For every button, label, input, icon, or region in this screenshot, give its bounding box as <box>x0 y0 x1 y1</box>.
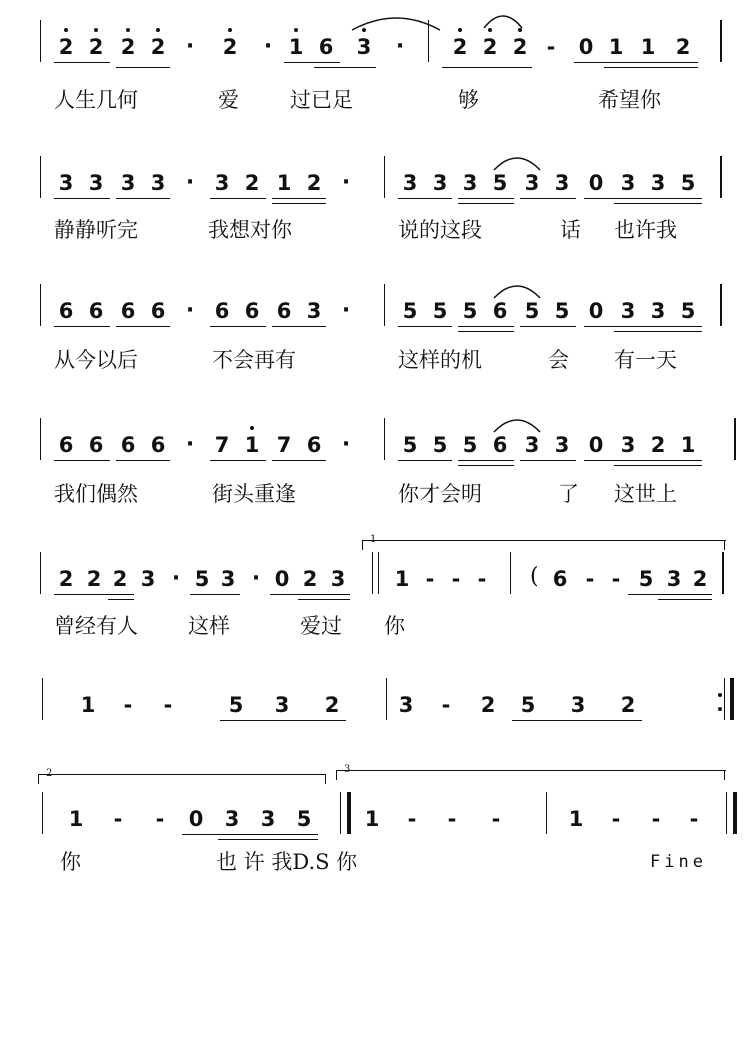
note: 2 <box>58 567 74 591</box>
volta-bracket-tick <box>336 770 337 780</box>
underline-beam <box>512 720 642 721</box>
note: 5 <box>638 567 654 591</box>
lyric-text: 这世上 <box>614 482 677 506</box>
underline-beam <box>54 460 110 461</box>
dotted-note-mark: · <box>251 566 261 591</box>
volta-bracket <box>336 770 726 771</box>
high-octave-dot <box>94 28 98 32</box>
note: 6 <box>244 299 260 323</box>
underline-beam <box>272 198 326 199</box>
note: 3 <box>140 567 156 591</box>
underline-beam <box>398 326 452 327</box>
note: 5 <box>680 171 696 195</box>
underline-beam <box>604 67 698 68</box>
volta-bracket-tick <box>724 770 725 780</box>
note: 6 <box>120 299 136 323</box>
note: 3 <box>214 171 230 195</box>
note: 5 <box>402 299 418 323</box>
bar-line <box>730 678 734 720</box>
high-octave-dot <box>156 28 160 32</box>
note: 3 <box>650 299 666 323</box>
note: 2 <box>302 567 318 591</box>
note: 2 <box>86 567 102 591</box>
high-octave-dot <box>228 28 232 32</box>
high-octave-dot <box>458 28 462 32</box>
bar-line <box>510 552 511 594</box>
bar-line <box>733 792 737 834</box>
bar-line <box>40 284 41 326</box>
note: 1 <box>244 433 260 457</box>
note: 1 <box>568 807 584 831</box>
underline-beam <box>458 331 514 332</box>
note: 3 <box>224 807 240 831</box>
underline-beam <box>584 198 702 199</box>
underline-beam <box>458 460 514 461</box>
dotted-note-mark: · <box>185 298 195 323</box>
note: 2 <box>482 35 498 59</box>
note: 3 <box>330 567 346 591</box>
lyric-text: 会 <box>548 348 569 372</box>
bar-line <box>42 792 43 834</box>
note: 0 <box>188 807 204 831</box>
underline-beam <box>272 460 326 461</box>
note: 3 <box>524 171 540 195</box>
underline-beam <box>584 460 702 461</box>
note: 6 <box>492 433 508 457</box>
underline-beam <box>182 834 318 835</box>
note: 1 <box>276 171 292 195</box>
note: 6 <box>552 567 568 591</box>
note: 3 <box>88 171 104 195</box>
note: 6 <box>276 299 292 323</box>
lyric-text: 你 <box>384 614 405 638</box>
lyric-text: 希望你 <box>598 88 661 112</box>
dotted-note-mark: · <box>341 170 351 195</box>
note: 0 <box>588 433 604 457</box>
lyric-text: 这样的机 <box>398 348 482 372</box>
underline-beam <box>584 326 702 327</box>
underline-beam <box>458 465 514 466</box>
note: 1 <box>608 35 624 59</box>
dotted-note-mark: · <box>185 432 195 457</box>
volta-bracket-tick <box>325 774 326 784</box>
bar-line <box>40 552 41 594</box>
bar-line <box>722 552 724 594</box>
fine-marking: Fine <box>650 852 707 872</box>
lyric-text: 你 <box>60 850 81 874</box>
note: 3 <box>666 567 682 591</box>
lyric-text: 过已足 <box>290 88 353 112</box>
lyric-text: 不会再有 <box>212 348 296 372</box>
dash-extension: - <box>451 567 461 591</box>
note: 3 <box>462 171 478 195</box>
note: 2 <box>306 171 322 195</box>
volta-bracket <box>362 540 726 541</box>
note: 5 <box>228 693 244 717</box>
lyric-text: 静静听完 <box>54 218 138 242</box>
volta-bracket-tick <box>724 540 725 550</box>
underline-beam <box>220 720 346 721</box>
note: 3 <box>620 299 636 323</box>
dash-extension: - <box>491 807 501 831</box>
underline-beam <box>398 460 452 461</box>
note: 5 <box>524 299 540 323</box>
lyric-text: 够 <box>458 88 479 112</box>
underline-beam <box>210 198 266 199</box>
lyric-text: 也许我 <box>614 218 677 242</box>
underline-beam <box>442 67 532 68</box>
note: 5 <box>194 567 210 591</box>
lyric-text: 这样 <box>188 614 230 638</box>
note: 3 <box>432 171 448 195</box>
volta-number: 1 <box>370 534 377 545</box>
dotted-note-mark: · <box>341 432 351 457</box>
dotted-note-mark: · <box>395 34 405 59</box>
note: 2 <box>120 35 136 59</box>
note: 3 <box>570 693 586 717</box>
lyric-text: 也 许 我D.S 你 <box>216 850 358 874</box>
dash-extension: - <box>689 807 699 831</box>
underline-beam <box>54 326 110 327</box>
dotted-note-mark: · <box>263 34 273 59</box>
lyric-text: 爱过 <box>300 614 342 638</box>
dash-extension: - <box>163 693 173 717</box>
dash-extension: - <box>447 807 457 831</box>
note: 2 <box>692 567 708 591</box>
note: 2 <box>650 433 666 457</box>
underline-beam <box>614 331 702 332</box>
underline-beam <box>520 198 576 199</box>
dash-extension: - <box>123 693 133 717</box>
underline-beam <box>108 599 134 600</box>
note: 7 <box>276 433 292 457</box>
bar-line <box>42 678 43 720</box>
lyric-text: 街头重逢 <box>212 482 296 506</box>
note: 3 <box>650 171 666 195</box>
dash-extension: - <box>155 807 165 831</box>
dotted-note-mark: · <box>171 566 181 591</box>
underline-beam <box>398 198 452 199</box>
lyric-text: 从今以后 <box>54 348 138 372</box>
slur-tie <box>494 156 540 172</box>
underline-beam <box>614 203 702 204</box>
dash-extension: - <box>546 35 556 59</box>
slur-tie <box>494 418 540 434</box>
volta-bracket <box>38 774 326 775</box>
dash-extension: - <box>611 567 621 591</box>
note: 3 <box>274 693 290 717</box>
dotted-note-mark: · <box>341 298 351 323</box>
lyric-text: 爱 <box>218 88 239 112</box>
underline-beam <box>210 326 266 327</box>
underline-beam <box>614 465 702 466</box>
note: 1 <box>80 693 96 717</box>
note: 3 <box>402 171 418 195</box>
note: 6 <box>306 433 322 457</box>
note: 2 <box>88 35 104 59</box>
note: 6 <box>88 299 104 323</box>
note: 5 <box>296 807 312 831</box>
dash-extension: - <box>441 693 451 717</box>
high-octave-dot <box>294 28 298 32</box>
note: 3 <box>58 171 74 195</box>
note: 5 <box>462 433 478 457</box>
note: 6 <box>58 433 74 457</box>
lyric-text: 曾经有人 <box>54 614 138 638</box>
underline-beam <box>574 62 698 63</box>
volta-number: 3 <box>344 764 351 775</box>
note: 2 <box>222 35 238 59</box>
note: 3 <box>620 433 636 457</box>
note: 3 <box>120 171 136 195</box>
lyric-text: 你才会明 <box>398 482 482 506</box>
note: 1 <box>68 807 84 831</box>
note: 3 <box>150 171 166 195</box>
dash-extension: - <box>407 807 417 831</box>
underline-beam <box>314 67 376 68</box>
high-octave-dot <box>250 426 254 430</box>
note: 5 <box>520 693 536 717</box>
slur-tie <box>352 16 440 32</box>
note: 1 <box>680 433 696 457</box>
slur-tie <box>494 284 540 300</box>
note: 6 <box>120 433 136 457</box>
note: 2 <box>675 35 691 59</box>
note: 5 <box>462 299 478 323</box>
bar-line <box>720 284 722 326</box>
bar-line <box>734 418 736 460</box>
bar-line <box>386 678 387 720</box>
note: 3 <box>260 807 276 831</box>
note: 5 <box>432 299 448 323</box>
note: 5 <box>554 299 570 323</box>
underline-beam <box>284 62 340 63</box>
note: 5 <box>492 171 508 195</box>
lyric-text: 我想对你 <box>208 218 292 242</box>
open-paren: ( <box>530 564 539 589</box>
underline-beam <box>520 460 576 461</box>
note: 2 <box>480 693 496 717</box>
note: 2 <box>244 171 260 195</box>
note: 6 <box>150 299 166 323</box>
note: 0 <box>578 35 594 59</box>
note: 1 <box>640 35 656 59</box>
note: 0 <box>588 171 604 195</box>
bar-line <box>378 552 379 594</box>
note: 5 <box>432 433 448 457</box>
note: 3 <box>356 35 372 59</box>
underline-beam <box>272 326 326 327</box>
underline-beam <box>54 594 134 595</box>
dotted-note-mark: · <box>185 34 195 59</box>
underline-beam <box>458 203 514 204</box>
underline-beam <box>270 594 350 595</box>
lyric-text: 我们偶然 <box>54 482 138 506</box>
bar-line <box>720 156 722 198</box>
bar-line <box>40 156 41 198</box>
underline-beam <box>272 203 326 204</box>
bar-line <box>726 792 727 834</box>
repeat-dot <box>718 707 722 711</box>
underline-beam <box>628 594 712 595</box>
note: 3 <box>398 693 414 717</box>
note: 2 <box>512 35 528 59</box>
bar-line <box>340 792 341 834</box>
bar-line <box>40 418 41 460</box>
note: 3 <box>554 433 570 457</box>
note: 3 <box>306 299 322 323</box>
bar-line <box>724 678 725 720</box>
note: 6 <box>150 433 166 457</box>
note: 0 <box>274 567 290 591</box>
note: 2 <box>452 35 468 59</box>
underline-beam <box>190 594 240 595</box>
note: 2 <box>324 693 340 717</box>
note: 1 <box>364 807 380 831</box>
underline-beam <box>520 326 576 327</box>
note: 1 <box>394 567 410 591</box>
dash-extension: - <box>585 567 595 591</box>
dash-extension: - <box>611 807 621 831</box>
underline-beam <box>658 599 712 600</box>
underline-beam <box>116 67 170 68</box>
bar-line <box>720 20 722 62</box>
bar-line <box>546 792 547 834</box>
note: 2 <box>620 693 636 717</box>
underline-beam <box>116 460 170 461</box>
underline-beam <box>218 839 318 840</box>
note: 6 <box>318 35 334 59</box>
note: 1 <box>288 35 304 59</box>
dash-extension: - <box>425 567 435 591</box>
bar-line <box>384 156 385 198</box>
bar-line <box>372 552 373 594</box>
volta-bracket-tick <box>38 774 39 784</box>
underline-beam <box>54 198 110 199</box>
lyric-text: 了 <box>558 482 579 506</box>
slur-tie <box>484 14 522 30</box>
note: 6 <box>88 433 104 457</box>
underline-beam <box>116 326 170 327</box>
repeat-dot <box>718 693 722 697</box>
lyric-text: 人生几何 <box>54 88 138 112</box>
bar-line <box>384 284 385 326</box>
lyric-text: 话 <box>560 218 581 242</box>
dotted-note-mark: · <box>185 170 195 195</box>
note: 2 <box>112 567 128 591</box>
note: 7 <box>214 433 230 457</box>
dash-extension: - <box>651 807 661 831</box>
note: 6 <box>492 299 508 323</box>
bar-line <box>347 792 351 834</box>
underline-beam <box>54 62 110 63</box>
note: 3 <box>524 433 540 457</box>
bar-line <box>384 418 385 460</box>
note: 6 <box>214 299 230 323</box>
underline-beam <box>116 198 170 199</box>
note: 0 <box>588 299 604 323</box>
underline-beam <box>458 198 514 199</box>
note: 2 <box>58 35 74 59</box>
high-octave-dot <box>126 28 130 32</box>
dash-extension: - <box>477 567 487 591</box>
note: 5 <box>402 433 418 457</box>
lyric-text: 有一天 <box>614 348 677 372</box>
lyric-text: 说的这段 <box>398 218 482 242</box>
dash-extension: - <box>113 807 123 831</box>
volta-bracket-tick <box>362 540 363 550</box>
note: 3 <box>554 171 570 195</box>
high-octave-dot <box>64 28 68 32</box>
bar-line <box>40 20 41 62</box>
underline-beam <box>458 326 514 327</box>
note: 6 <box>58 299 74 323</box>
note: 3 <box>620 171 636 195</box>
note: 2 <box>150 35 166 59</box>
volta-number: 2 <box>46 768 53 779</box>
underline-beam <box>210 460 266 461</box>
underline-beam <box>298 599 350 600</box>
note: 5 <box>680 299 696 323</box>
note: 3 <box>220 567 236 591</box>
